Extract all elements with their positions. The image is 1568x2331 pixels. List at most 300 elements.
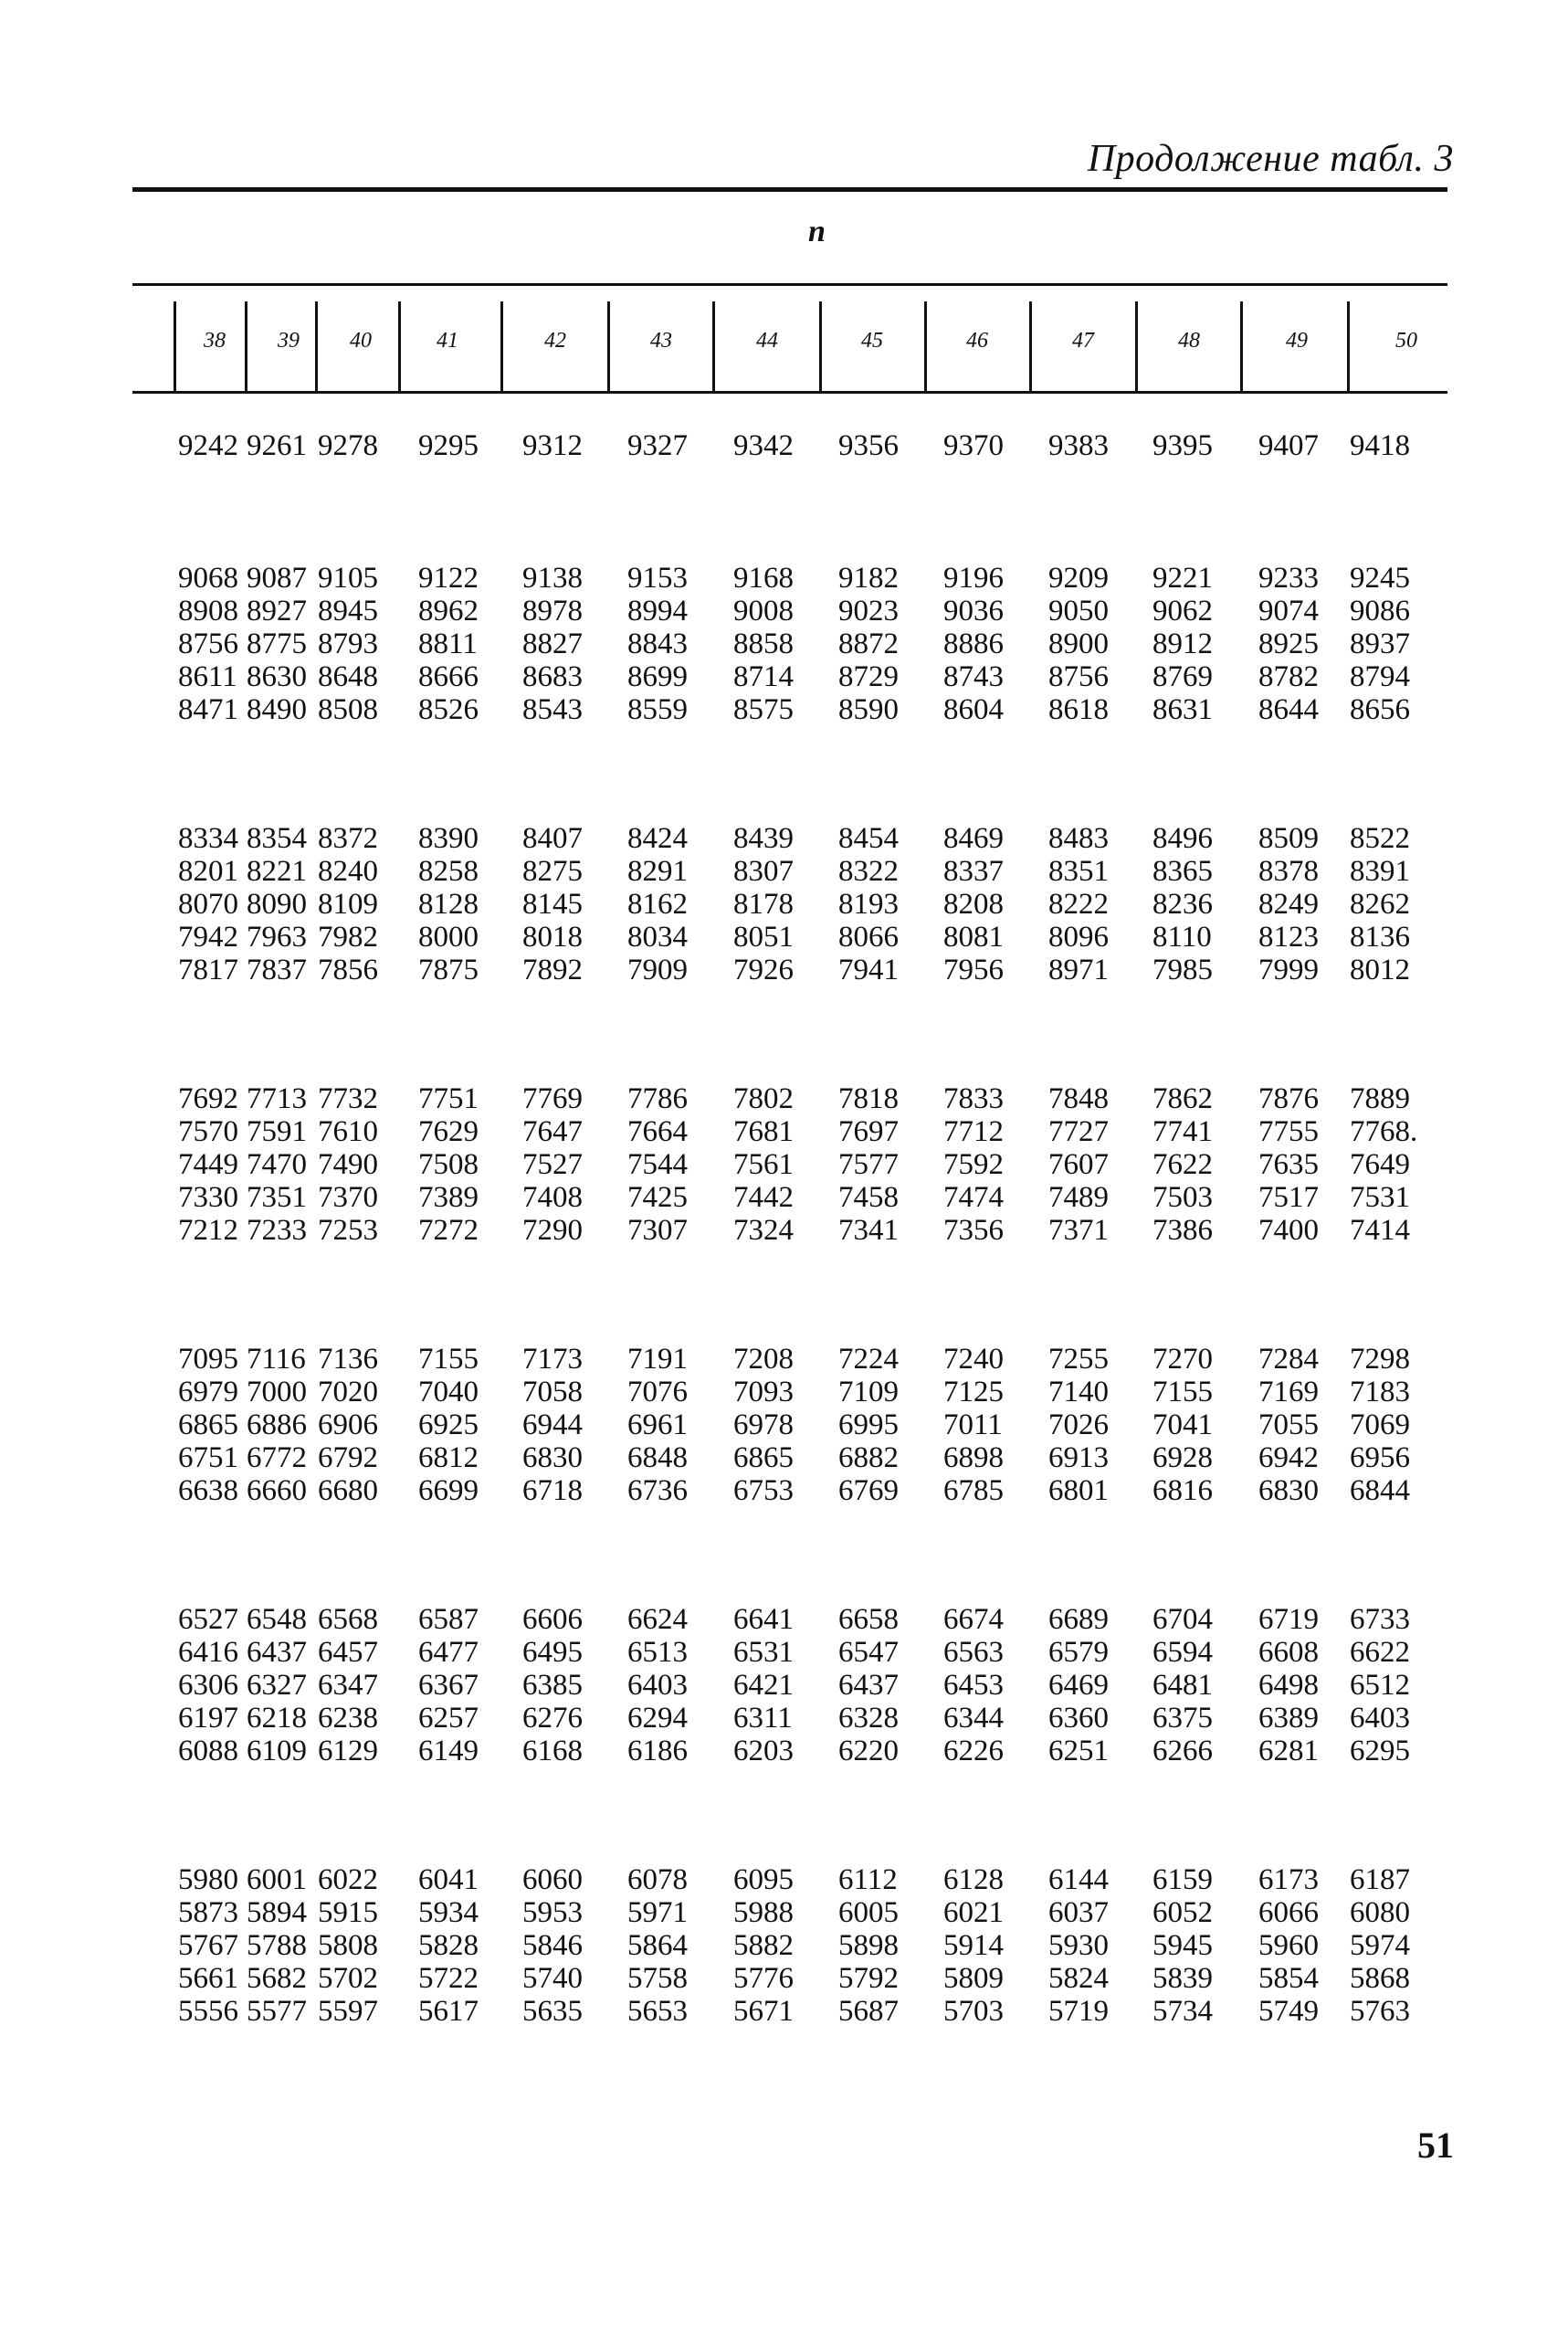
header-rule bbox=[132, 283, 1447, 286]
table-cell: 6769 bbox=[838, 1474, 899, 1507]
table-cell: 7712 bbox=[943, 1115, 1004, 1148]
table-cell: 6547 bbox=[838, 1636, 899, 1669]
table-cell: 6186 bbox=[627, 1735, 688, 1767]
table-cell: 8390 bbox=[418, 822, 479, 855]
table-cell: 9370 bbox=[943, 429, 1004, 462]
table-cell: 9122 bbox=[418, 562, 479, 595]
table-cell: 5776 bbox=[733, 1962, 794, 1995]
table-cell: 9278 bbox=[318, 429, 378, 462]
table-cell: 8236 bbox=[1152, 888, 1213, 921]
column-separator bbox=[819, 301, 822, 391]
table-cell: 8496 bbox=[1152, 822, 1213, 855]
table-cell: 6606 bbox=[522, 1603, 583, 1636]
table-cell: 8543 bbox=[522, 693, 583, 726]
table-cell: 5808 bbox=[318, 1929, 378, 1962]
table-cell: 6149 bbox=[418, 1735, 479, 1767]
table-cell: 7055 bbox=[1258, 1408, 1319, 1441]
table-cell: 5722 bbox=[418, 1962, 479, 1995]
table-cell: 6203 bbox=[733, 1735, 794, 1767]
table-cell: 7253 bbox=[318, 1214, 378, 1247]
table-cell: 6078 bbox=[627, 1863, 688, 1896]
table-cell: 8886 bbox=[943, 628, 1004, 660]
table-cell: 6389 bbox=[1258, 1702, 1319, 1735]
table-cell: 8611 bbox=[178, 660, 237, 693]
table-cell: 7489 bbox=[1048, 1181, 1109, 1214]
table-cell: 8034 bbox=[627, 921, 688, 954]
table-cell: 8240 bbox=[318, 855, 378, 888]
table-cell: 6942 bbox=[1258, 1441, 1319, 1474]
table-cell: 8351 bbox=[1048, 855, 1109, 888]
table-cell: 6898 bbox=[943, 1441, 1004, 1474]
table-cell: 6772 bbox=[247, 1441, 307, 1474]
table-cell: 7389 bbox=[418, 1181, 479, 1214]
table-cell: 6005 bbox=[838, 1896, 899, 1929]
table-cell: 6066 bbox=[1258, 1896, 1319, 1929]
table-cell: 8590 bbox=[838, 693, 899, 726]
table-cell: 5671 bbox=[733, 1995, 794, 2028]
table-cell: 8222 bbox=[1048, 888, 1109, 921]
table-cell: 6375 bbox=[1152, 1702, 1213, 1735]
table-cell: 9008 bbox=[733, 595, 794, 628]
table-cell: 5914 bbox=[943, 1929, 1004, 1962]
table-cell: 8407 bbox=[522, 822, 583, 855]
table-cell: 7862 bbox=[1152, 1082, 1213, 1115]
table-cell: 7681 bbox=[733, 1115, 794, 1148]
table-cell: 7356 bbox=[943, 1214, 1004, 1247]
table-cell: 6453 bbox=[943, 1669, 1004, 1702]
table-cell: 7020 bbox=[318, 1376, 378, 1408]
table-cell: 5945 bbox=[1152, 1929, 1213, 1962]
table-cell: 6281 bbox=[1258, 1735, 1319, 1767]
column-separator bbox=[1029, 301, 1032, 391]
table-cell: 7069 bbox=[1350, 1408, 1410, 1441]
table-cell: 7755 bbox=[1258, 1115, 1319, 1148]
table-cell: 6437 bbox=[838, 1669, 899, 1702]
table-cell: 8249 bbox=[1258, 888, 1319, 921]
table-cell: 7561 bbox=[733, 1148, 794, 1181]
table-cell: 5703 bbox=[943, 1995, 1004, 2028]
table-cell: 5873 bbox=[178, 1896, 238, 1929]
table-cell: 6187 bbox=[1350, 1863, 1410, 1896]
table-cell: 8729 bbox=[838, 660, 899, 693]
table-cell: 8262 bbox=[1350, 888, 1410, 921]
column-separator bbox=[1347, 301, 1350, 391]
table-cell: 7876 bbox=[1258, 1082, 1319, 1115]
table-cell: 9086 bbox=[1350, 595, 1410, 628]
table-cell: 7942 bbox=[178, 921, 238, 954]
table-cell: 7592 bbox=[943, 1148, 1004, 1181]
table-cell: 5953 bbox=[522, 1896, 583, 1929]
table-cell: 8900 bbox=[1048, 628, 1109, 660]
table-cell: 8756 bbox=[1048, 660, 1109, 693]
table-cell: 6437 bbox=[247, 1636, 307, 1669]
table-cell: 6944 bbox=[522, 1408, 583, 1441]
table-cell: 6037 bbox=[1048, 1896, 1109, 1929]
table-cell: 8937 bbox=[1350, 628, 1410, 660]
table-cell: 7425 bbox=[627, 1181, 688, 1214]
table-cell: 5854 bbox=[1258, 1962, 1319, 1995]
table-cell: 9023 bbox=[838, 595, 899, 628]
table-cell: 6220 bbox=[838, 1735, 899, 1767]
table-cell: 6088 bbox=[178, 1735, 238, 1767]
table-cell: 8794 bbox=[1350, 660, 1410, 693]
table-cell: 8925 bbox=[1258, 628, 1319, 660]
table-cell: 7889 bbox=[1350, 1082, 1410, 1115]
table-cell: 7449 bbox=[178, 1148, 238, 1181]
table-cell: 5934 bbox=[418, 1896, 479, 1929]
column-header-38: 38 bbox=[204, 329, 226, 353]
table-cell: 6658 bbox=[838, 1603, 899, 1636]
table-cell: 6112 bbox=[838, 1863, 898, 1896]
table-cell: 6882 bbox=[838, 1441, 899, 1474]
table-cell: 8483 bbox=[1048, 822, 1109, 855]
table-cell: 7290 bbox=[522, 1214, 583, 1247]
table-cell: 9312 bbox=[522, 429, 583, 462]
table-cell: 6753 bbox=[733, 1474, 794, 1507]
table-cell: 8971 bbox=[1048, 954, 1109, 986]
table-cell: 6360 bbox=[1048, 1702, 1109, 1735]
table-cell: 9395 bbox=[1152, 429, 1213, 462]
table-cell: 8201 bbox=[178, 855, 238, 888]
table-cell: 9242 bbox=[178, 429, 238, 462]
column-header-43: 43 bbox=[650, 329, 672, 353]
table-cell: 6579 bbox=[1048, 1636, 1109, 1669]
table-cell: 5809 bbox=[943, 1962, 1004, 1995]
table-cell: 6060 bbox=[522, 1863, 583, 1896]
table-cell: 7155 bbox=[418, 1343, 479, 1376]
table-cell: 7400 bbox=[1258, 1214, 1319, 1247]
table-cell: 7109 bbox=[838, 1376, 899, 1408]
table-cell: 6021 bbox=[943, 1896, 1004, 1929]
table-cell: 6129 bbox=[318, 1735, 378, 1767]
table-cell: 8793 bbox=[318, 628, 378, 660]
table-cell: 7649 bbox=[1350, 1148, 1410, 1181]
table-cell: 8391 bbox=[1350, 855, 1410, 888]
table-cell: 6563 bbox=[943, 1636, 1004, 1669]
table-cell: 8656 bbox=[1350, 693, 1410, 726]
table-cell: 7208 bbox=[733, 1343, 794, 1376]
table-cell: 6886 bbox=[247, 1408, 307, 1441]
table-cell: 8365 bbox=[1152, 855, 1213, 888]
table-cell: 5792 bbox=[838, 1962, 899, 1995]
table-cell: 8927 bbox=[247, 595, 307, 628]
table-cell: 5702 bbox=[318, 1962, 378, 1995]
table-cell: 6457 bbox=[318, 1636, 378, 1669]
table-cell: 6173 bbox=[1258, 1863, 1319, 1896]
table-cell: 6168 bbox=[522, 1735, 583, 1767]
table-cell: 7076 bbox=[627, 1376, 688, 1408]
table-cell: 5988 bbox=[733, 1896, 794, 1929]
table-cell: 5635 bbox=[522, 1995, 583, 2028]
table-cell: 6816 bbox=[1152, 1474, 1213, 1507]
table-cell: 8782 bbox=[1258, 660, 1319, 693]
table-cell: 6848 bbox=[627, 1441, 688, 1474]
table-cell: 9062 bbox=[1152, 595, 1213, 628]
top-rule bbox=[132, 187, 1447, 192]
table-cell: 8756 bbox=[178, 628, 238, 660]
table-cell: 8630 bbox=[247, 660, 307, 693]
table-cell: 9221 bbox=[1152, 562, 1213, 595]
table-cell: 7531 bbox=[1350, 1181, 1410, 1214]
table-cell: 7926 bbox=[733, 954, 794, 986]
table-cell: 8469 bbox=[943, 822, 1004, 855]
table-cell: 5617 bbox=[418, 1995, 479, 2028]
table-cell: 6638 bbox=[178, 1474, 238, 1507]
column-separator bbox=[1240, 301, 1243, 391]
table-cell: 8618 bbox=[1048, 693, 1109, 726]
table-cell: 8775 bbox=[247, 628, 307, 660]
table-cell: 6226 bbox=[943, 1735, 1004, 1767]
table-cell: 6238 bbox=[318, 1702, 378, 1735]
column-separator bbox=[1135, 301, 1138, 391]
table-cell: 6328 bbox=[838, 1702, 899, 1735]
table-cell: 7848 bbox=[1048, 1082, 1109, 1115]
table-cell: 7408 bbox=[522, 1181, 583, 1214]
table-cell: 6736 bbox=[627, 1474, 688, 1507]
table-cell: 6469 bbox=[1048, 1669, 1109, 1702]
column-header-44: 44 bbox=[756, 329, 778, 353]
column-header-41: 41 bbox=[437, 329, 458, 353]
column-header-46: 46 bbox=[966, 329, 988, 353]
table-cell: 6704 bbox=[1152, 1603, 1213, 1636]
table-cell: 8136 bbox=[1350, 921, 1410, 954]
table-cell: 6257 bbox=[418, 1702, 479, 1735]
table-cell: 7856 bbox=[318, 954, 378, 986]
table-cell: 8978 bbox=[522, 595, 583, 628]
table-cell: 9209 bbox=[1048, 562, 1109, 595]
column-separator bbox=[607, 301, 610, 391]
table-cell: 8208 bbox=[943, 888, 1004, 921]
table-cell: 6751 bbox=[178, 1441, 238, 1474]
table-cell: 5828 bbox=[418, 1929, 479, 1962]
table-cell: 7544 bbox=[627, 1148, 688, 1181]
table-cell: 6978 bbox=[733, 1408, 794, 1441]
column-header-47: 47 bbox=[1072, 329, 1094, 353]
table-cell: 6109 bbox=[247, 1735, 307, 1767]
table-cell: 7191 bbox=[627, 1343, 688, 1376]
table-cell: 5577 bbox=[247, 1995, 307, 2028]
table-cell: 7116 bbox=[247, 1343, 306, 1376]
table-cell: 6785 bbox=[943, 1474, 1004, 1507]
table-cell: 7963 bbox=[247, 921, 307, 954]
table-cell: 6699 bbox=[418, 1474, 479, 1507]
table-cell: 5868 bbox=[1350, 1962, 1410, 1995]
table-cell: 7298 bbox=[1350, 1343, 1410, 1376]
table-cell: 7697 bbox=[838, 1115, 899, 1148]
table-cell: 5915 bbox=[318, 1896, 378, 1929]
table-cell: 6022 bbox=[318, 1863, 378, 1896]
table-cell: 8945 bbox=[318, 595, 378, 628]
table-cell: 8128 bbox=[418, 888, 479, 921]
table-cell: 5734 bbox=[1152, 1995, 1213, 2028]
table-cell: 6956 bbox=[1350, 1441, 1410, 1474]
table-cell: 7458 bbox=[838, 1181, 899, 1214]
table-cell: 6979 bbox=[178, 1376, 238, 1408]
table-cell: 7577 bbox=[838, 1148, 899, 1181]
table-cell: 7093 bbox=[733, 1376, 794, 1408]
table-cell: 7769 bbox=[522, 1082, 583, 1115]
table-cell: 5971 bbox=[627, 1896, 688, 1929]
table-cell: 7635 bbox=[1258, 1148, 1319, 1181]
table-cell: 8908 bbox=[178, 595, 238, 628]
table-cell: 5960 bbox=[1258, 1929, 1319, 1962]
table-cell: 9356 bbox=[838, 429, 899, 462]
table-cell: 9407 bbox=[1258, 429, 1319, 462]
table-cell: 6608 bbox=[1258, 1636, 1319, 1669]
table-cell: 6801 bbox=[1048, 1474, 1109, 1507]
table-cell: 7732 bbox=[318, 1082, 378, 1115]
table-cell: 8508 bbox=[318, 693, 378, 726]
column-header-42: 42 bbox=[544, 329, 566, 353]
table-cell: 6477 bbox=[418, 1636, 479, 1669]
table-cell: 8307 bbox=[733, 855, 794, 888]
table-cell: 7270 bbox=[1152, 1343, 1213, 1376]
table-cell: 6624 bbox=[627, 1603, 688, 1636]
column-header-49: 49 bbox=[1286, 329, 1308, 353]
table-cell: 7508 bbox=[418, 1148, 479, 1181]
table-cell: 6925 bbox=[418, 1408, 479, 1441]
table-cell: 5653 bbox=[627, 1995, 688, 2028]
table-cell: 5864 bbox=[627, 1929, 688, 1962]
table-cell: 8872 bbox=[838, 628, 899, 660]
table-cell: 7999 bbox=[1258, 954, 1319, 986]
table-cell: 7470 bbox=[247, 1148, 307, 1181]
table-cell: 6197 bbox=[178, 1702, 238, 1735]
table-cell: 5687 bbox=[838, 1995, 899, 2028]
table-cell: 8604 bbox=[943, 693, 1004, 726]
table-cell: 8439 bbox=[733, 822, 794, 855]
table-cell: 5894 bbox=[247, 1896, 307, 1929]
table-cell: 7414 bbox=[1350, 1214, 1410, 1247]
table-cell: 6622 bbox=[1350, 1636, 1410, 1669]
table-cell: 7622 bbox=[1152, 1148, 1213, 1181]
table-cell: 8912 bbox=[1152, 628, 1213, 660]
table-cell: 8193 bbox=[838, 888, 899, 921]
table-cell: 8081 bbox=[943, 921, 1004, 954]
table-cell: 6495 bbox=[522, 1636, 583, 1669]
table-cell: 7125 bbox=[943, 1376, 1004, 1408]
table-cell: 6218 bbox=[247, 1702, 307, 1735]
table-cell: 6674 bbox=[943, 1603, 1004, 1636]
table-cell: 7136 bbox=[318, 1343, 378, 1376]
column-header-45: 45 bbox=[861, 329, 883, 353]
table-cell: 9050 bbox=[1048, 595, 1109, 628]
table-cell: 7985 bbox=[1152, 954, 1213, 986]
table-cell: 8000 bbox=[418, 921, 479, 954]
table-cell: 7040 bbox=[418, 1376, 479, 1408]
table-cell: 8162 bbox=[627, 888, 688, 921]
table-cell: 7224 bbox=[838, 1343, 899, 1376]
table-cell: 8962 bbox=[418, 595, 479, 628]
table-cell: 6718 bbox=[522, 1474, 583, 1507]
table-cell: 5749 bbox=[1258, 1995, 1319, 2028]
table-cell: 6498 bbox=[1258, 1669, 1319, 1702]
table-cell: 7751 bbox=[418, 1082, 479, 1115]
table-cell: 8471 bbox=[178, 693, 238, 726]
table-cell: 9327 bbox=[627, 429, 688, 462]
table-cell: 6052 bbox=[1152, 1896, 1213, 1929]
column-header-50: 50 bbox=[1395, 329, 1417, 353]
table-cell: 7370 bbox=[318, 1181, 378, 1214]
table-cell: 6928 bbox=[1152, 1441, 1213, 1474]
table-cell: 6421 bbox=[733, 1669, 794, 1702]
table-cell: 6587 bbox=[418, 1603, 479, 1636]
table-cell: 6251 bbox=[1048, 1735, 1109, 1767]
table-cell: 9036 bbox=[943, 595, 1004, 628]
table-cell: 7240 bbox=[943, 1343, 1004, 1376]
table-cell: 8291 bbox=[627, 855, 688, 888]
table-cell: 5556 bbox=[178, 1995, 238, 2028]
table-cell: 7607 bbox=[1048, 1148, 1109, 1181]
table-cell: 8644 bbox=[1258, 693, 1319, 726]
table-cell: 8811 bbox=[418, 628, 478, 660]
table-cell: 9383 bbox=[1048, 429, 1109, 462]
table-cell: 7741 bbox=[1152, 1115, 1213, 1148]
table-cell: 6995 bbox=[838, 1408, 899, 1441]
table-cell: 8090 bbox=[247, 888, 307, 921]
table-cell: 9168 bbox=[733, 562, 794, 595]
header-bottom-rule bbox=[132, 391, 1447, 394]
table-cell: 7909 bbox=[627, 954, 688, 986]
table-cell: 7442 bbox=[733, 1181, 794, 1214]
table-cell: 7026 bbox=[1048, 1408, 1109, 1441]
table-cell: 8858 bbox=[733, 628, 794, 660]
table-cell: 6844 bbox=[1350, 1474, 1410, 1507]
table-cell: 6327 bbox=[247, 1669, 307, 1702]
table-cell: 6512 bbox=[1350, 1669, 1410, 1702]
column-header-40: 40 bbox=[350, 329, 372, 353]
table-cell: 7982 bbox=[318, 921, 378, 954]
table-cell: 6144 bbox=[1048, 1863, 1109, 1896]
table-cell: 7527 bbox=[522, 1148, 583, 1181]
table-cell: 9196 bbox=[943, 562, 1004, 595]
table-cell: 8526 bbox=[418, 693, 479, 726]
table-cell: 7284 bbox=[1258, 1343, 1319, 1376]
table-cell: 7875 bbox=[418, 954, 479, 986]
table-cell: 6001 bbox=[247, 1863, 307, 1896]
table-cell: 8123 bbox=[1258, 921, 1319, 954]
table-cell: 7212 bbox=[178, 1214, 238, 1247]
table-cell: 7818 bbox=[838, 1082, 899, 1115]
column-separator bbox=[245, 301, 247, 391]
table-cell: 6733 bbox=[1350, 1603, 1410, 1636]
table-cell: 6403 bbox=[627, 1669, 688, 1702]
column-separator bbox=[924, 301, 927, 391]
table-cell: 7351 bbox=[247, 1181, 307, 1214]
table-cell: 6913 bbox=[1048, 1441, 1109, 1474]
table-cell: 8070 bbox=[178, 888, 238, 921]
table-cell: 6347 bbox=[318, 1669, 378, 1702]
table-cell: 7591 bbox=[247, 1115, 307, 1148]
table-cell: 7307 bbox=[627, 1214, 688, 1247]
table-cell: 7713 bbox=[247, 1082, 307, 1115]
table-cell: 7011 bbox=[943, 1408, 1003, 1441]
table-cell: 8178 bbox=[733, 888, 794, 921]
table-cell: 6641 bbox=[733, 1603, 794, 1636]
table-cell: 8145 bbox=[522, 888, 583, 921]
table-cell: 8714 bbox=[733, 660, 794, 693]
table-cell: 5980 bbox=[178, 1863, 238, 1896]
table-cell: 9342 bbox=[733, 429, 794, 462]
page-number: 51 bbox=[1417, 2125, 1454, 2166]
table-cell: 6367 bbox=[418, 1669, 479, 1702]
table-cell: 7664 bbox=[627, 1115, 688, 1148]
table-cell: 5682 bbox=[247, 1962, 307, 1995]
table-cell: 9245 bbox=[1350, 562, 1410, 595]
table-cell: 8012 bbox=[1350, 954, 1410, 986]
table-cell: 6830 bbox=[1258, 1474, 1319, 1507]
table-cell: 5839 bbox=[1152, 1962, 1213, 1995]
